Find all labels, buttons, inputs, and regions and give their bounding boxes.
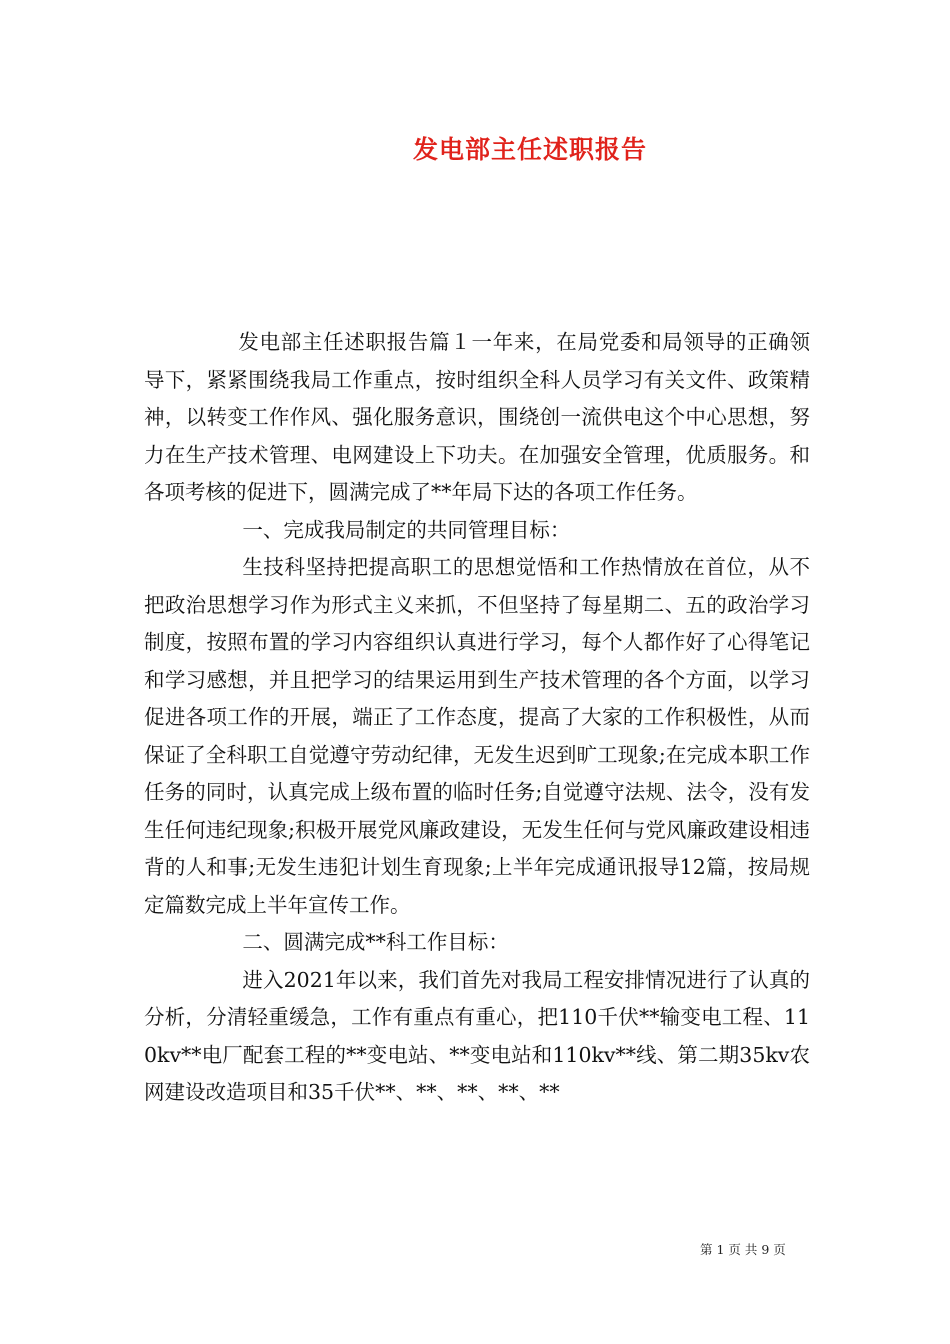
section-heading-2: 二、圆满完成**科工作目标： [242,930,509,954]
page-number: 第 1 页 共 9 页 [700,1242,786,1257]
paragraph-section-2: 进入2021年以来，我们首先对我局工程安排情况进行了认真的分析，分清轻重缓急，工作有重点有重心，把110千伏**输变电工程、110kv**电厂配套工程的**变电站、**变电站和110kv**线、第二期35kv农网建设改造项目和35千伏**、**、**、**、** [144,967,810,1104]
document-title: 发电部主任述职报告 [412,135,647,164]
paragraph-section-1: 生技科坚持把提高职工的思想觉悟和工作热情放在首位，从不把政治思想学习作为形式主义来抓，不但坚持了每星期二、五的政治学习制度，按照布置的学习内容组织认真进行学习，每个人都作好了心得笔记和学习感想，并且把学习的结果运用到生产技术管理的各个方面，以学习促进各项工作的开展，端正了工作态度，提高了大家的工作积极性，从而保证了全科职工自觉遵守劳动纪律，无发生迟到旷工现象;在完成本职工作任务的同时，认真完成上级布置的临时任务;自觉遵守法规、法令，没有发生任何违纪现象;积极开展党风廉政建设，无发生任何与党风廉政建设相违背的人和事;无发生违犯计划生育现象;上半年完成通讯报导12篇，按局规定篇数完成上半年宣传工作。 [144,555,810,917]
document-body [144,324,810,1112]
section-heading-1: 一、完成我局制定的共同管理目标： [242,517,571,542]
paragraph-intro: 发电部主任述职报告篇１一年来，在局党委和局领导的正确领导下，紧紧围绕我局工作重点，按时组织全科人员学习有关文件、政策精神，以转变工作作风、强化服务意识，围绕创一流供电这个中心思想，努力在生产技术管理、电网建设上下功夫。在加强安全管理，优质服务。和各项考核的促进下，圆满完成了**年局下达的各项工作任务。 [144,330,810,504]
